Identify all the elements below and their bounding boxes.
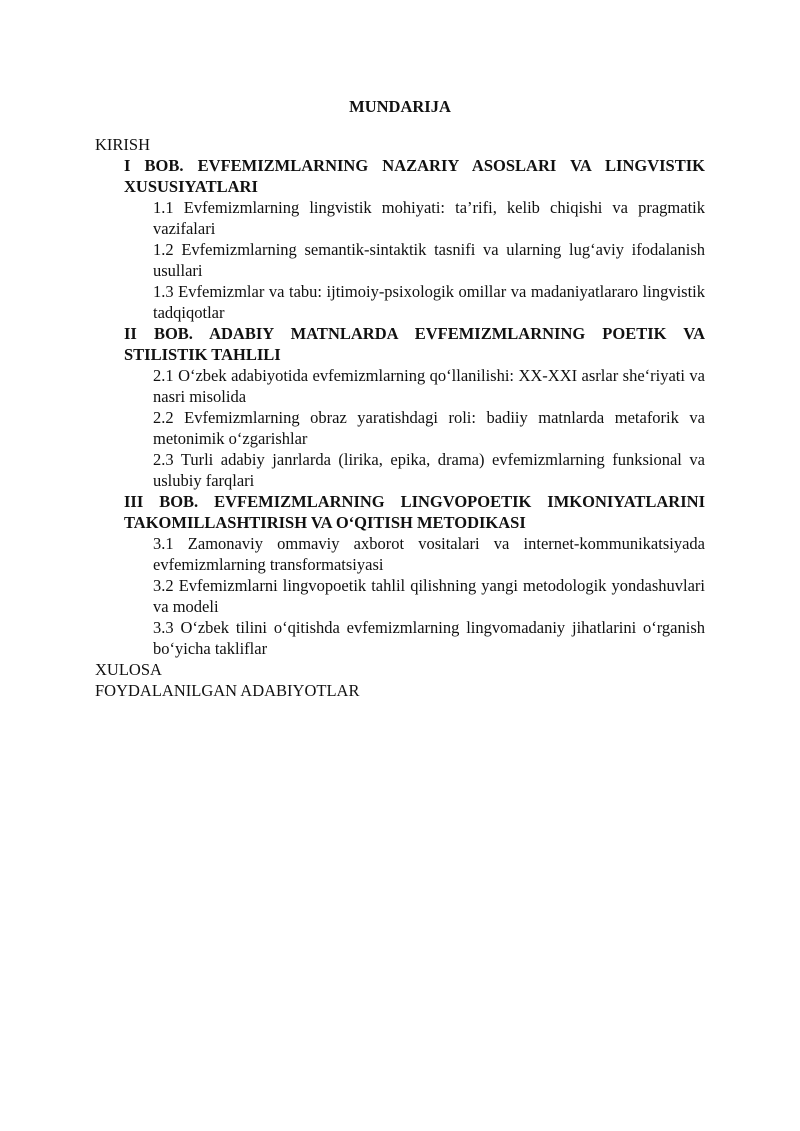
toc-section-2-1: 2.1 O‘zbek adabiyotida evfemizmlarning qo‘llanilishi: XX-XXI asrlar she‘riyati va nasri misolida	[153, 366, 705, 406]
toc-section-3-1: 3.1 Zamonaviy ommaviy axborot vositalari va internet-kommunikatsiyada evfemizmlarning transformatsiyasi	[153, 534, 705, 574]
page-title: MUNDARIJA	[349, 97, 451, 116]
toc-chapter-3: III BOB. EVFEMIZMLARNING LINGVOPOETIK IMKONIYATLARINI TAKOMILLASHTIRISH VA O‘QITISH METODIKASI	[124, 492, 705, 532]
table-of-contents	[95, 134, 705, 701]
toc-chapter-2: II BOB. ADABIY MATNLARDA EVFEMIZMLARNING POETIK VA STILISTIK TAHLILI	[124, 324, 705, 364]
toc-item-intro: KIRISH	[95, 135, 151, 154]
toc-section-1-1: 1.1 Evfemizmlarning lingvistik mohiyati: ta’rifi, kelib chiqishi va pragmatik vazifalari	[153, 198, 705, 238]
toc-section-2-2: 2.2 Evfemizmlarning obraz yaratishdagi roli: badiiy matnlarda metaforik va metonimik o‘zgarishlar	[153, 408, 705, 448]
toc-section-1-3: 1.3 Evfemizmlar va tabu: ijtimoiy-psixologik omillar va madaniyatlararo lingvistik tadqiqotlar	[153, 282, 705, 322]
toc-section-2-3: 2.3 Turli adabiy janrlarda (lirika, epika, drama) evfemizmlarning funksional va uslubiy farqlari	[153, 450, 705, 490]
toc-section-1-2: 1.2 Evfemizmlarning semantik-sintaktik tasnifi va ularning lug‘aviy ifodalanish usullari	[153, 240, 705, 280]
toc-item-conclusion: XULOSA	[95, 660, 162, 679]
toc-chapter-1: I BOB. EVFEMIZMLARNING NAZARIY ASOSLARI VA LINGVISTIK XUSUSIYATLARI	[124, 156, 705, 196]
toc-section-3-2: 3.2 Evfemizmlarni lingvopoetik tahlil qilishning yangi metodologik yondashuvlari va modeli	[153, 576, 705, 616]
toc-section-3-3: 3.3 O‘zbek tilini o‘qitishda evfemizmlarning lingvomadaniy jihatlarini o‘rganish bo‘yicha takliflar	[153, 618, 705, 658]
toc-item-references: FOYDALANILGAN ADABIYOTLAR	[95, 681, 360, 700]
